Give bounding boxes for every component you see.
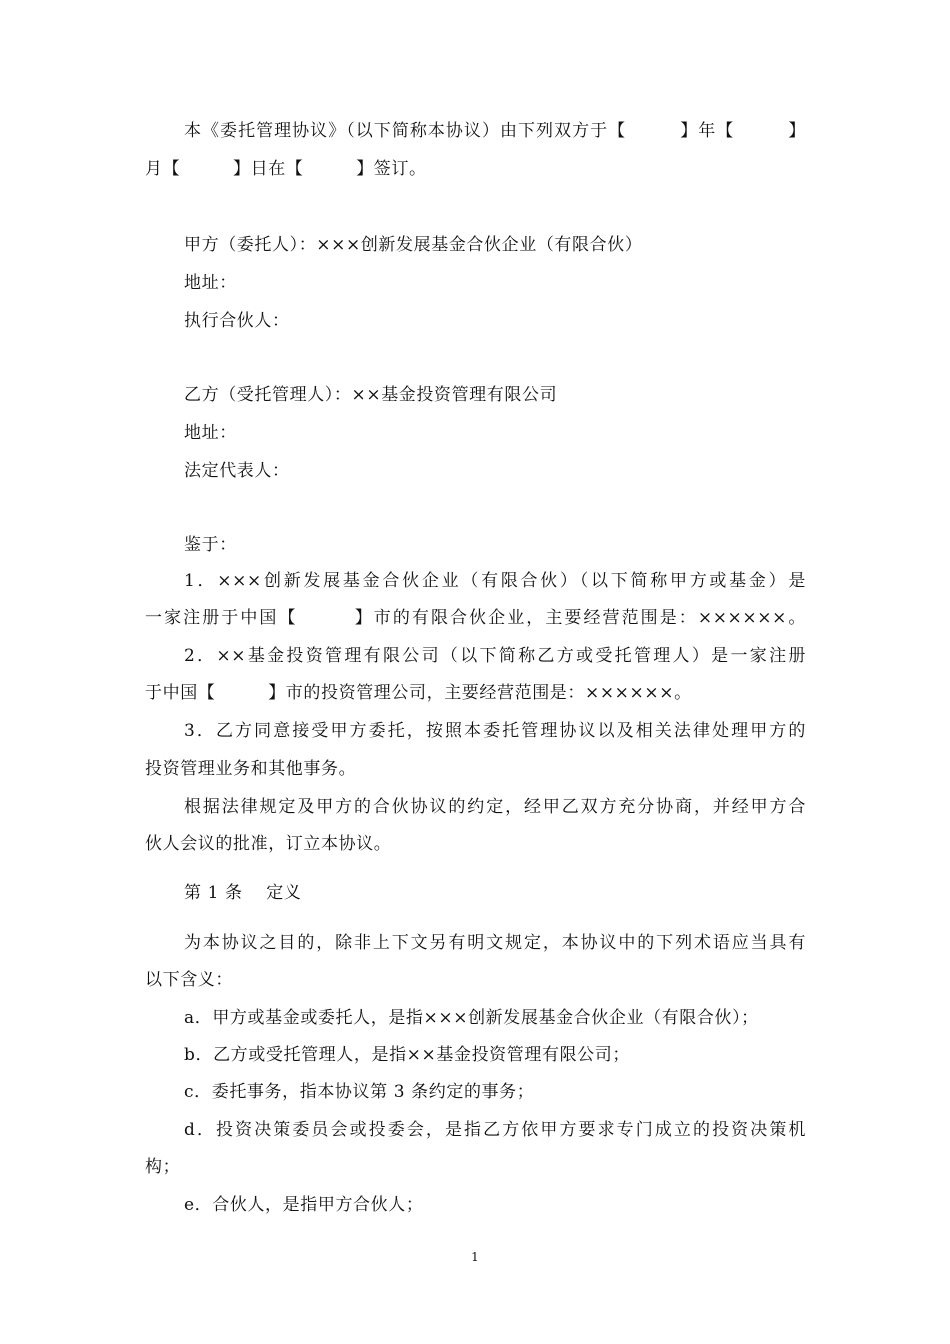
whereas-item-3-line-2: 投资管理业务和其他事务。 — [145, 759, 357, 779]
definition-e: e．合伙人，是指甲方合伙人； — [184, 1195, 424, 1215]
page-number: 1 — [471, 1250, 479, 1264]
intro-line-1: 本《委托管理协议》（以下简称本协议）由下列双方于【 】年【 】 — [184, 121, 806, 141]
article-1-intro-line-1: 为本协议之目的，除非上下文另有明文规定，本协议中的下列术语应当具有 — [184, 933, 806, 953]
party-b-address-label: 地址： — [184, 423, 237, 443]
whereas-item-1-line-2: 一家注册于中国【 】市的有限合伙企业，主要经营范围是：××××××。 — [145, 608, 806, 628]
whereas-basis-line-2: 伙人会议的批准，订立本协议。 — [145, 834, 392, 854]
whereas-item-3-line-1: 3．乙方同意接受甲方委托，按照本委托管理协议以及相关法律处理甲方的 — [184, 721, 806, 741]
whereas-item-2-line-2: 于中国【 】市的投资管理公司，主要经营范围是：××××××。 — [145, 683, 692, 703]
definition-a: a．甲方或基金或委托人，是指×××创新发展基金合伙企业（有限合伙）； — [184, 1008, 759, 1028]
party-a-name: 甲方（委托人）：×××创新发展基金合伙企业（有限合伙） — [184, 235, 643, 255]
whereas-heading: 鉴于： — [184, 535, 237, 555]
definition-d-line-1: d．投资决策委员会或投委会，是指乙方依甲方要求专门成立的投资决策机 — [184, 1120, 806, 1140]
party-b-name: 乙方（受托管理人）：××基金投资管理有限公司 — [184, 385, 558, 405]
party-a-partner-label: 执行合伙人： — [184, 311, 290, 331]
definition-b: b．乙方或受托管理人，是指××基金投资管理有限公司； — [184, 1045, 630, 1065]
party-a-address-label: 地址： — [184, 273, 237, 293]
article-1-title: 第 1 条 定义 — [184, 883, 302, 903]
whereas-item-1-line-1: 1．×××创新发展基金合伙企业（有限合伙）（以下简称甲方或基金）是 — [184, 571, 806, 591]
definition-c: c．委托事务，指本协议第 3 条约定的事务； — [184, 1082, 535, 1102]
whereas-item-2-line-1: 2．××基金投资管理有限公司（以下简称乙方或受托管理人）是一家注册 — [184, 646, 806, 666]
whereas-basis-line-1: 根据法律规定及甲方的合伙协议的约定，经甲乙双方充分协商，并经甲方合 — [184, 797, 806, 817]
definition-d-line-2: 构； — [145, 1157, 181, 1177]
party-b-representative-label: 法定代表人： — [184, 461, 290, 481]
article-1-intro-line-2: 以下含义： — [145, 970, 233, 990]
intro-line-2: 月【 】日在【 】签订。 — [145, 159, 427, 179]
